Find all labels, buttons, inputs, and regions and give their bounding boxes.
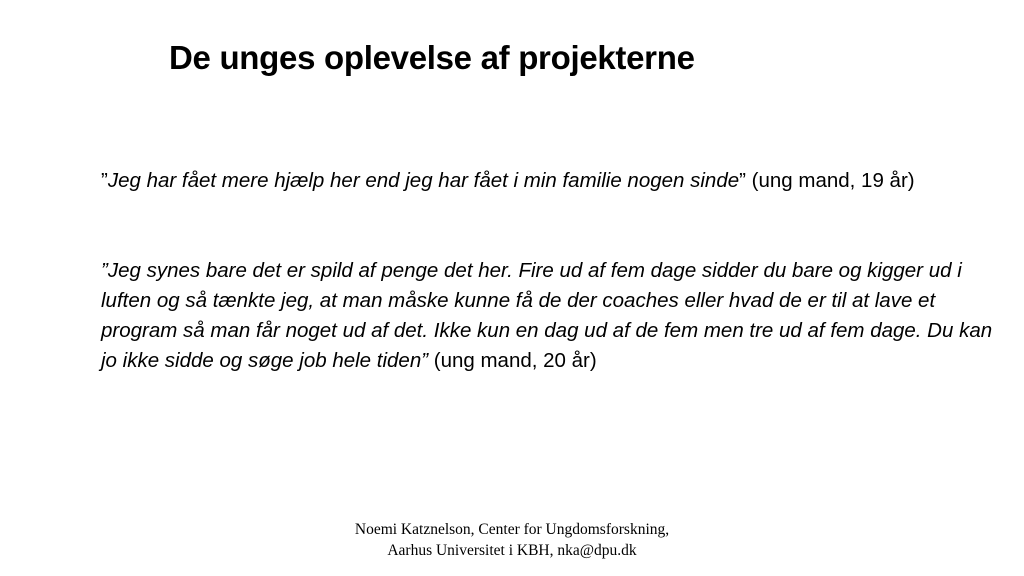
quote-1-text: Jeg har fået mere hjælp her end jeg har fået i min familie nogen sinde [107, 169, 740, 192]
quote-2-text: ”Jeg synes bare det er spild af penge det her. Fire ud af fem dage sidder du bare og kigger ud i luften og så tænkte jeg, at man måske kunne få de der coaches eller hvad de er til at lave et program så man får noget ud af det. Ikke kun en dag ud af de fem men tre ud af fem dage. Du kan jo ikke sidde og søge job hele tiden” [101, 259, 993, 372]
quote-1-attribution: (ung mand, 19 år) [745, 169, 915, 192]
quote-1-close-mark: ” [739, 169, 746, 192]
quote-1-open-mark: ” [101, 169, 108, 192]
quote-1 [101, 166, 915, 196]
slide-footer: Noemi Katznelson, Center for Ungdomsforskning, Aarhus Universitet i KBH, nka@dpu.dk [354, 521, 670, 559]
quote-2-attribution: (ung mand, 20 år) [428, 349, 597, 372]
slide-title: De unges oplevelse af projekterne [169, 39, 695, 76]
quote-2 [101, 256, 1013, 376]
